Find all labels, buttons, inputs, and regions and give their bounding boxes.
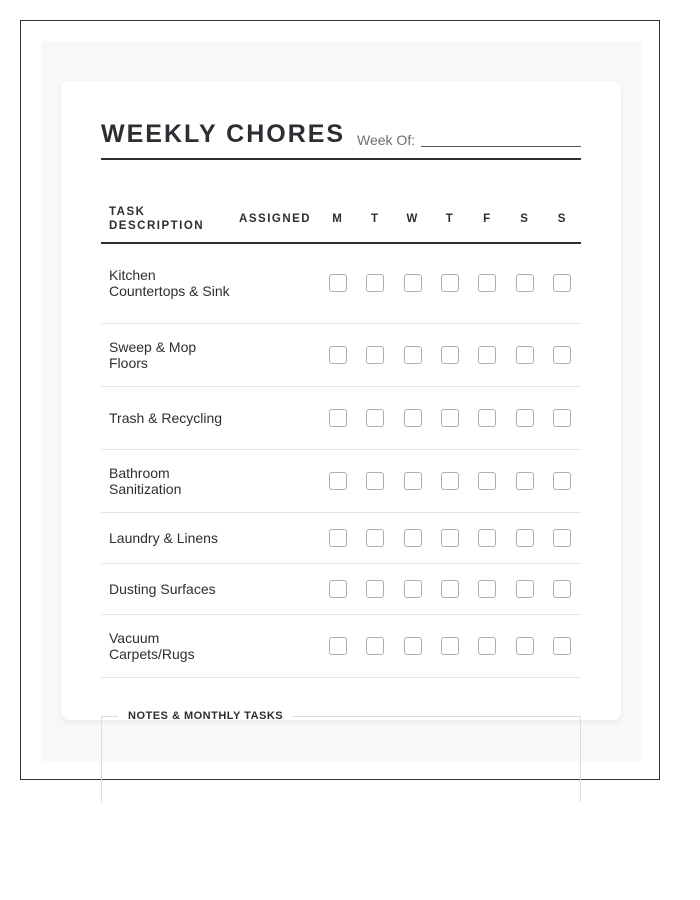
day-checkbox[interactable]	[516, 637, 534, 655]
table-row	[101, 563, 581, 614]
day-cell	[469, 386, 506, 449]
day-checkbox[interactable]	[478, 472, 496, 490]
task-label: Laundry & Linens	[101, 512, 231, 563]
day-cell	[506, 512, 543, 563]
day-cell	[544, 563, 581, 614]
day-checkbox[interactable]	[366, 274, 384, 292]
page-title: WEEKLY CHORES	[101, 120, 346, 148]
assigned-cell[interactable]	[231, 512, 319, 563]
day-checkbox[interactable]	[329, 274, 347, 292]
day-checkbox[interactable]	[516, 529, 534, 547]
task-label: Sweep & Mop Floors	[101, 323, 231, 386]
day-checkbox[interactable]	[366, 409, 384, 427]
table-row	[101, 243, 581, 323]
chores-table	[101, 196, 581, 678]
day-checkbox[interactable]	[553, 346, 571, 364]
day-checkbox[interactable]	[553, 580, 571, 598]
col-task: TASK DESCRIPTION	[101, 196, 231, 243]
task-label: Dusting Surfaces	[101, 563, 231, 614]
day-cell	[431, 323, 468, 386]
day-checkbox[interactable]	[404, 409, 422, 427]
day-checkbox[interactable]	[329, 472, 347, 490]
day-cell	[506, 563, 543, 614]
day-cell	[394, 449, 431, 512]
assigned-cell[interactable]	[231, 243, 319, 323]
day-cell	[319, 512, 356, 563]
day-cell	[357, 449, 394, 512]
task-label: Vacuum Carpets/Rugs	[101, 614, 231, 677]
day-cell	[506, 449, 543, 512]
day-cell	[357, 614, 394, 677]
day-cell	[469, 243, 506, 323]
assigned-cell[interactable]	[231, 323, 319, 386]
day-checkbox[interactable]	[404, 580, 422, 598]
day-cell	[319, 386, 356, 449]
day-checkbox[interactable]	[404, 346, 422, 364]
day-checkbox[interactable]	[516, 409, 534, 427]
day-cell	[431, 512, 468, 563]
day-checkbox[interactable]	[441, 274, 459, 292]
assigned-cell[interactable]	[231, 386, 319, 449]
day-checkbox[interactable]	[366, 346, 384, 364]
day-checkbox[interactable]	[329, 409, 347, 427]
col-day: S	[506, 196, 543, 243]
day-cell	[319, 614, 356, 677]
day-checkbox[interactable]	[478, 346, 496, 364]
day-cell	[544, 323, 581, 386]
day-cell	[469, 512, 506, 563]
day-cell	[319, 243, 356, 323]
day-checkbox[interactable]	[478, 529, 496, 547]
day-cell	[394, 614, 431, 677]
day-checkbox[interactable]	[553, 637, 571, 655]
col-day: F	[469, 196, 506, 243]
task-label: Trash & Recycling	[101, 386, 231, 449]
day-checkbox[interactable]	[478, 580, 496, 598]
day-cell	[394, 323, 431, 386]
day-checkbox[interactable]	[441, 580, 459, 598]
day-checkbox[interactable]	[329, 637, 347, 655]
notes-section[interactable]	[101, 710, 581, 802]
day-cell	[469, 449, 506, 512]
day-cell	[544, 449, 581, 512]
day-cell	[469, 563, 506, 614]
day-checkbox[interactable]	[441, 637, 459, 655]
day-cell	[357, 563, 394, 614]
day-checkbox[interactable]	[404, 529, 422, 547]
day-cell	[544, 386, 581, 449]
day-checkbox[interactable]	[478, 637, 496, 655]
notes-label: NOTES & MONTHLY TASKS	[128, 710, 284, 722]
day-cell	[431, 563, 468, 614]
day-checkbox[interactable]	[516, 346, 534, 364]
day-checkbox[interactable]	[553, 472, 571, 490]
day-cell	[394, 563, 431, 614]
day-cell	[357, 323, 394, 386]
day-checkbox[interactable]	[553, 529, 571, 547]
day-checkbox[interactable]	[404, 274, 422, 292]
col-assigned: ASSIGNED	[231, 196, 319, 243]
day-cell	[357, 243, 394, 323]
day-cell	[431, 449, 468, 512]
day-checkbox[interactable]	[441, 529, 459, 547]
day-checkbox[interactable]	[366, 472, 384, 490]
day-cell	[544, 243, 581, 323]
day-cell	[431, 243, 468, 323]
day-cell	[319, 563, 356, 614]
day-checkbox[interactable]	[329, 346, 347, 364]
day-cell	[431, 386, 468, 449]
day-cell	[431, 614, 468, 677]
day-checkbox[interactable]	[404, 472, 422, 490]
col-day: M	[319, 196, 356, 243]
col-day: T	[357, 196, 394, 243]
day-cell	[469, 323, 506, 386]
table-row	[101, 323, 581, 386]
day-cell	[319, 323, 356, 386]
col-day: W	[394, 196, 431, 243]
assigned-cell[interactable]	[231, 563, 319, 614]
day-cell	[394, 386, 431, 449]
day-cell	[319, 449, 356, 512]
day-checkbox[interactable]	[478, 274, 496, 292]
task-label: Bathroom Sanitization	[101, 449, 231, 512]
day-checkbox[interactable]	[329, 580, 347, 598]
day-checkbox[interactable]	[478, 409, 496, 427]
table-row	[101, 449, 581, 512]
col-day: T	[431, 196, 468, 243]
table-row	[101, 512, 581, 563]
day-cell	[506, 243, 543, 323]
header	[101, 118, 581, 160]
day-cell	[544, 512, 581, 563]
day-checkbox[interactable]	[366, 529, 384, 547]
day-checkbox[interactable]	[516, 580, 534, 598]
day-checkbox[interactable]	[553, 274, 571, 292]
day-cell	[506, 614, 543, 677]
day-checkbox[interactable]	[516, 472, 534, 490]
day-checkbox[interactable]	[441, 409, 459, 427]
day-cell	[394, 512, 431, 563]
day-checkbox[interactable]	[441, 472, 459, 490]
day-checkbox[interactable]	[516, 274, 534, 292]
day-checkbox[interactable]	[366, 637, 384, 655]
day-checkbox[interactable]	[329, 529, 347, 547]
task-label: Kitchen Countertops & Sink	[101, 243, 231, 323]
day-checkbox[interactable]	[366, 580, 384, 598]
day-cell	[357, 386, 394, 449]
table-header-row	[101, 196, 581, 243]
day-cell	[544, 614, 581, 677]
assigned-cell[interactable]	[231, 614, 319, 677]
week-of-field[interactable]	[421, 146, 581, 147]
day-checkbox[interactable]	[553, 409, 571, 427]
day-cell	[506, 323, 543, 386]
day-checkbox[interactable]	[404, 637, 422, 655]
day-cell	[394, 243, 431, 323]
week-of-label: Week Of:	[357, 132, 416, 148]
day-cell	[357, 512, 394, 563]
assigned-cell[interactable]	[231, 449, 319, 512]
table-row	[101, 614, 581, 677]
day-checkbox[interactable]	[441, 346, 459, 364]
table-row	[101, 386, 581, 449]
col-day: S	[544, 196, 581, 243]
day-cell	[469, 614, 506, 677]
day-cell	[506, 386, 543, 449]
